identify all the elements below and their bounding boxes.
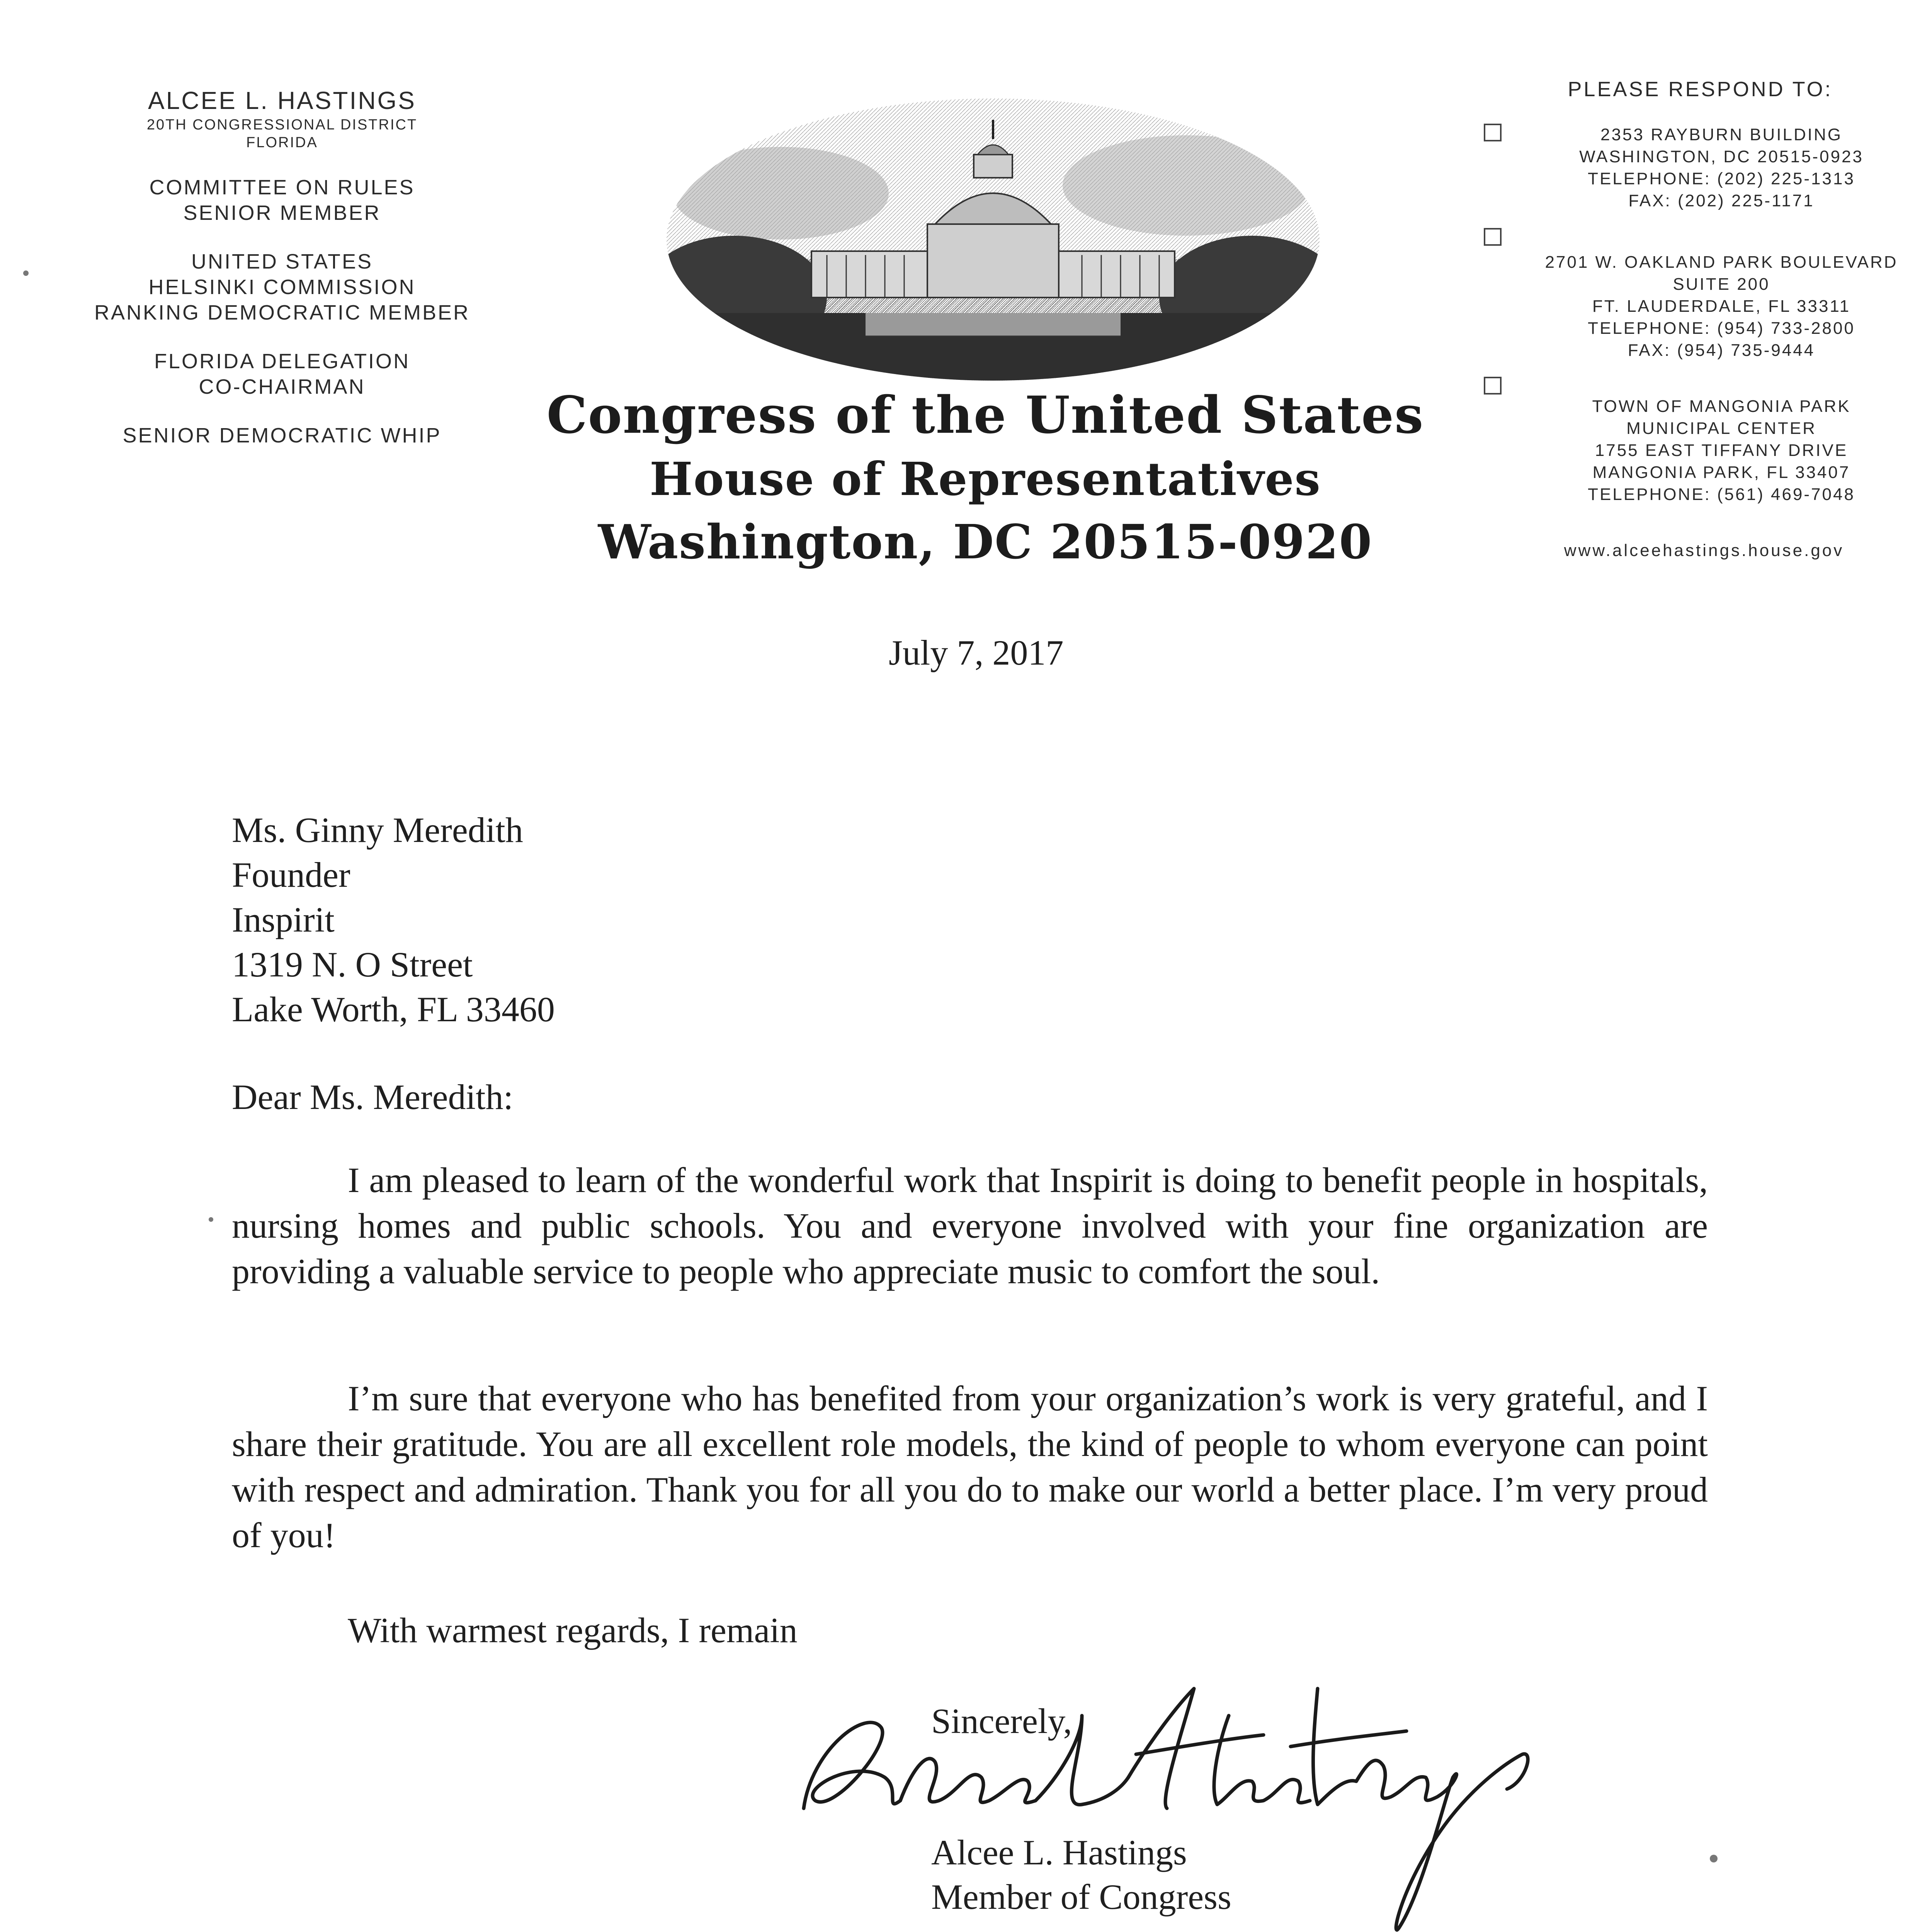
letterhead-heading: [541, 383, 1430, 574]
office-line: 1755 EAST TIFFANY DRIVE: [1595, 441, 1848, 460]
letterhead-washington: Washington, DC 20515-0920: [598, 514, 1373, 570]
office-line: FAX: (954) 735-9444: [1628, 341, 1815, 360]
role-delegation-sub: CO-CHAIRMAN: [199, 375, 366, 398]
recipient-address: [232, 808, 555, 1032]
office-line: TELEPHONE: (202) 225-1313: [1588, 169, 1855, 188]
role-helsinki-3: RANKING DEMOCRATIC MEMBER: [94, 301, 470, 324]
signer-name: Alcee L. Hastings: [931, 1833, 1187, 1872]
closing-line: With warmest regards, I remain: [348, 1611, 798, 1650]
member-info: [89, 85, 475, 448]
address-line: Inspirit: [232, 900, 335, 939]
signer-title: Member of Congress: [931, 1877, 1231, 1917]
office-line: MANGONIA PARK, FL 33407: [1592, 463, 1850, 482]
role-whip: SENIOR DEMOCRATIC WHIP: [122, 424, 442, 447]
scan-speck: [1710, 1855, 1718, 1862]
office-line: SUITE 200: [1673, 275, 1770, 294]
letterhead-congress: Congress of the United States: [546, 385, 1424, 445]
office-line: TOWN OF MANGONIA PARK: [1592, 397, 1851, 416]
scan-speck: [23, 270, 29, 276]
sign-off: Sincerely,: [931, 1701, 1072, 1741]
capitol-engraving: [665, 97, 1321, 383]
office-line: WASHINGTON, DC 20515-0923: [1579, 147, 1864, 166]
website-link[interactable]: www.alceehastings.house.gov: [1564, 541, 1844, 560]
body-paragraph: [232, 1157, 1708, 1294]
office-line: TELEPHONE: (561) 469-7048: [1588, 485, 1855, 504]
address-line: Ms. Ginny Meredith: [232, 810, 523, 850]
office-line: 2701 W. OAKLAND PARK BOULEVARD: [1545, 253, 1898, 272]
scan-speck: [209, 1217, 213, 1222]
office-checkbox[interactable]: [1484, 228, 1502, 246]
role-rules: COMMITTEE ON RULES: [149, 176, 415, 199]
member-district: 20TH CONGRESSIONAL DISTRICT: [146, 117, 418, 133]
letterhead-house: House of Representatives: [650, 452, 1321, 506]
address-line: 1319 N. O Street: [232, 945, 473, 984]
role-rules-sub: SENIOR MEMBER: [183, 201, 381, 224]
member-name: ALCEE L. HASTINGS: [148, 87, 416, 114]
address-line: Lake Worth, FL 33460: [232, 990, 555, 1029]
body-paragraph: [232, 1376, 1708, 1558]
role-helsinki-2: HELSINKI COMMISSION: [148, 276, 416, 299]
paragraph-text: I am pleased to learn of the wonderful work that Inspirit is doing to benefit people in hospitals, nursing homes and public schools. You and everyone involved with your fine organization are providing a valuable service to people who appreciate music to comfort the soul.: [232, 1160, 1708, 1291]
office-line: TELEPHONE: (954) 733-2800: [1588, 319, 1855, 338]
letter-date: July 7, 2017: [889, 633, 1064, 672]
address-line: Founder: [232, 855, 350, 895]
office-line: 2353 RAYBURN BUILDING: [1600, 125, 1843, 144]
office-line: FAX: (202) 225-1171: [1628, 191, 1815, 210]
role-helsinki: UNITED STATES: [191, 250, 373, 273]
respond-title: PLEASE RESPOND TO:: [1568, 78, 1833, 101]
office-checkbox[interactable]: [1484, 124, 1502, 141]
member-state: FLORIDA: [246, 134, 318, 151]
salutation: Dear Ms. Meredith:: [232, 1077, 514, 1117]
office-line: MUNICIPAL CENTER: [1626, 419, 1816, 438]
office-checkbox[interactable]: [1484, 377, 1502, 395]
office-line: FT. LAUDERDALE, FL 33311: [1592, 297, 1851, 316]
paragraph-text: I’m sure that everyone who has benefited from your organization’s work is very grateful, and I share their gratitude. You are all excellent role models, the kind of people to whom everyone can point with respect and admiration. Thank you for all you do to make our world a better place. I’m very proud of you!: [232, 1379, 1708, 1555]
role-delegation: FLORIDA DELEGATION: [154, 350, 410, 373]
